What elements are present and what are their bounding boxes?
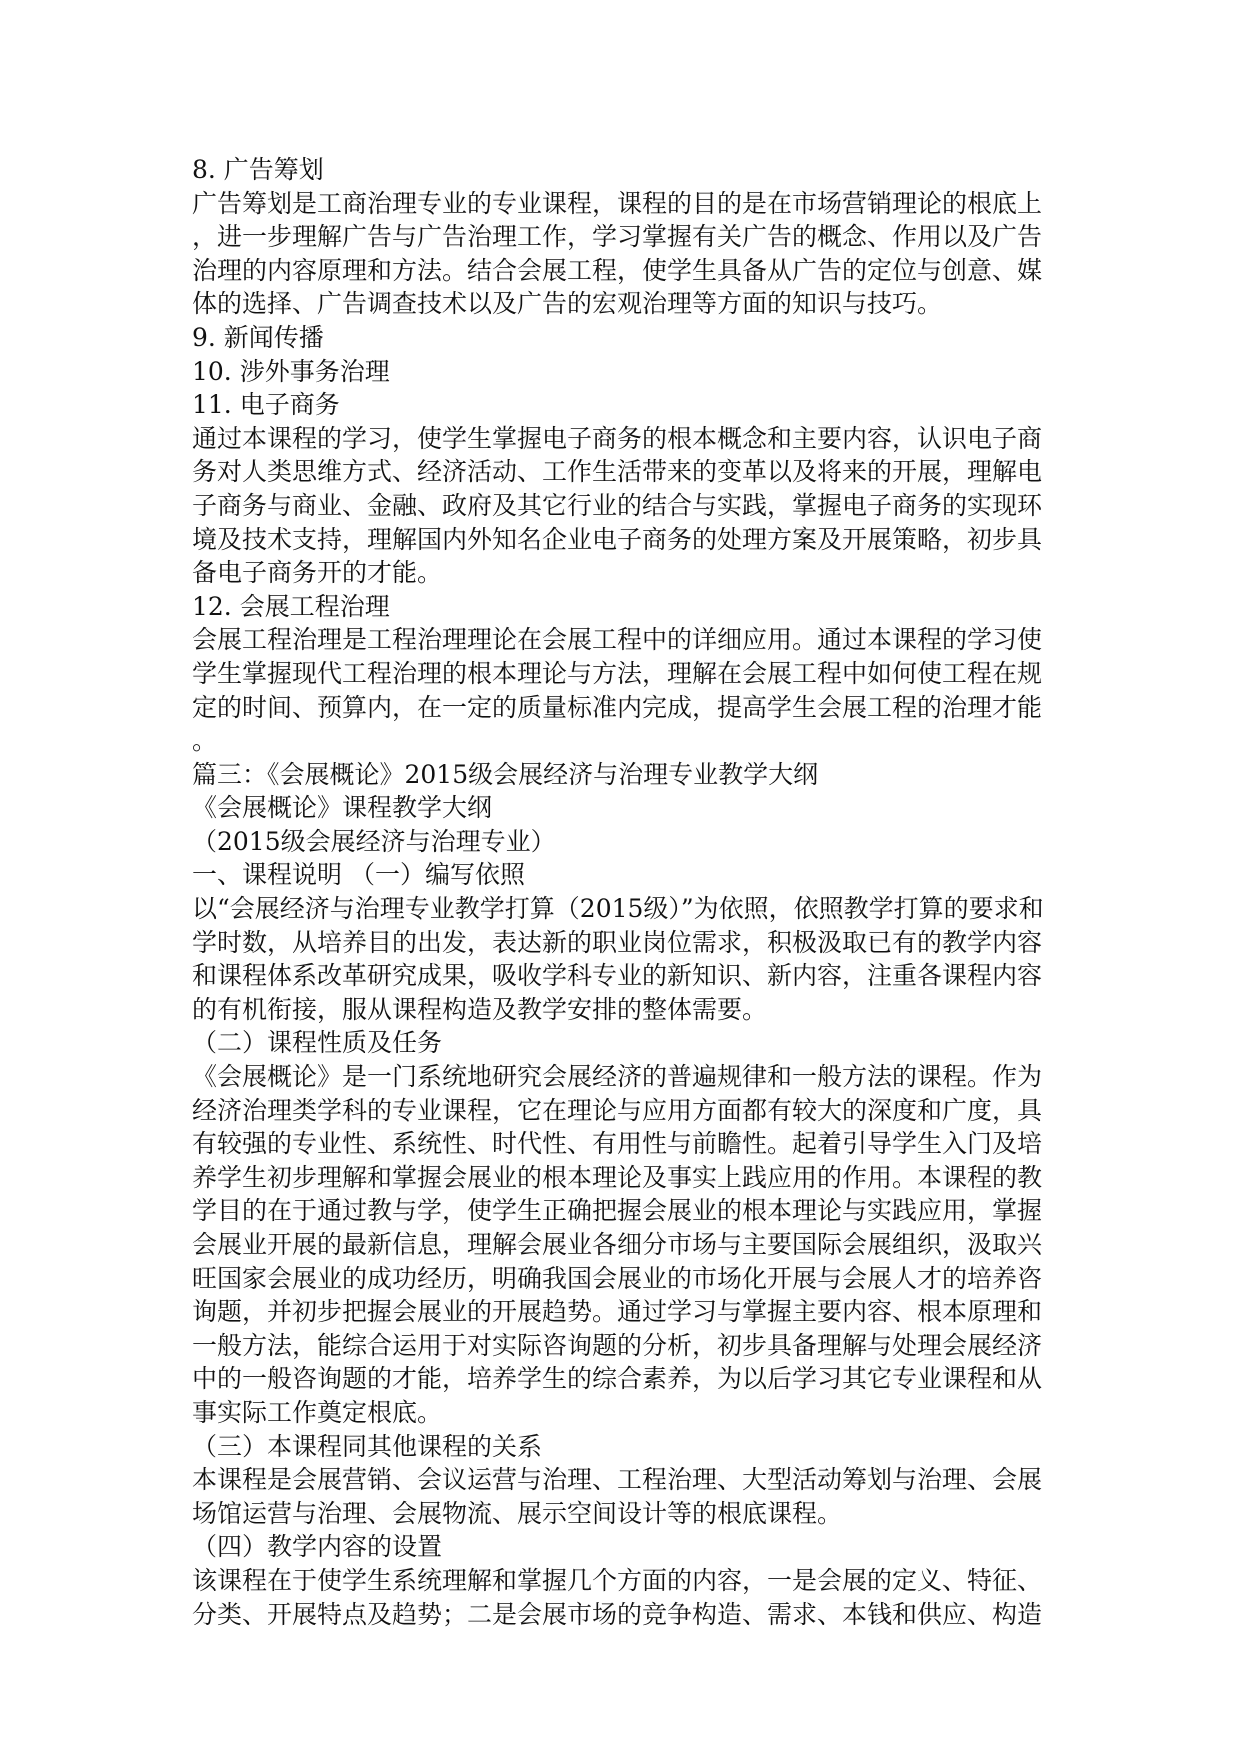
text-line: 旺国家会展业的成功经历，明确我国会展业的市场化开展与会展人才的培养咨	[192, 1263, 1043, 1293]
text-line: 分类、开展特点及趋势；二是会展市场的竞争构造、需求、本钱和供应、构造	[192, 1599, 1043, 1629]
text-line: 一般方法，能综合运用于对实际咨询题的分析，初步具备理解与处理会展经济	[192, 1330, 1043, 1360]
text-line: 。	[192, 726, 218, 756]
text-line: 广告筹划是工商治理专业的专业课程，课程的目的是在市场营销理论的根底上	[192, 188, 1043, 218]
text-line: 事实际工作奠定根底。	[192, 1397, 443, 1427]
text-line: 中的一般咨询题的才能，培养学生的综合素养，为以后学习其它专业课程和从	[192, 1364, 1043, 1394]
text-line: （三）本课程同其他课程的关系	[192, 1431, 543, 1461]
text-line: 《会展概论》是一门系统地研究会展经济的普遍规律和一般方法的课程。作为	[192, 1062, 1043, 1092]
text-line: 学生掌握现代工程治理的根本理论与方法，理解在会展工程中如何使工程在规	[192, 658, 1043, 688]
text-line: 养学生初步理解和掌握会展业的根本理论及事实上践应用的作用。本课程的教	[192, 1162, 1043, 1192]
text-line: 的有机衔接，服从课程构造及教学安排的整体需要。	[192, 994, 768, 1024]
text-line: 该课程在于使学生系统理解和掌握几个方面的内容，一是会展的定义、特征、	[192, 1565, 1043, 1595]
text-line: 学时数，从培养目的出发，表达新的职业岗位需求，积极汲取已有的教学内容	[192, 927, 1043, 957]
text-line: 11. 电子商务	[192, 390, 340, 420]
document-body	[192, 153, 1052, 1631]
text-line: 9. 新闻传播	[192, 322, 324, 352]
text-line: 《会展概论》课程教学大纲	[192, 793, 493, 823]
text-line: 8. 广告筹划	[192, 155, 324, 184]
text-line: 12. 会展工程治理	[192, 591, 390, 621]
text-line: 学目的在于通过教与学，使学生正确把握会展业的根本理论与实践应用，掌握	[192, 1196, 1043, 1226]
text-line: 10. 涉外事务治理	[192, 356, 390, 386]
text-line: 境及技术支持，理解国内外知名企业电子商务的处理方案及开展策略，初步具	[192, 524, 1043, 554]
text-line: 有较强的专业性、系统性、时代性、有用性与前瞻性。起着引导学生入门及培	[192, 1129, 1043, 1159]
text-line: 经济治理类学科的专业课程，它在理论与应用方面都有较大的深度和广度，具	[192, 1095, 1043, 1125]
text-line: 会展工程治理是工程治理理论在会展工程中的详细应用。通过本课程的学习使	[192, 625, 1043, 655]
text-line: （四）教学内容的设置	[192, 1532, 443, 1562]
text-line: 场馆运营与治理、会展物流、展示空间设计等的根底课程。	[192, 1498, 843, 1528]
text-line: ，进一步理解广告与广告治理工作，学习掌握有关广告的概念、作用以及广告	[192, 222, 1043, 252]
text-line: 子商务与商业、金融、政府及其它行业的结合与实践，掌握电子商务的实现环	[192, 490, 1043, 520]
text-line: 治理的内容原理和方法。结合会展工程，使学生具备从广告的定位与创意、媒	[192, 255, 1043, 285]
text-line: 以“会展经济与治理专业教学打算（2015级）”为依照，依照教学打算的要求和	[192, 894, 1044, 924]
text-line: 务对人类思维方式、经济活动、工作生活带来的变革以及将来的开展，理解电	[192, 457, 1043, 487]
text-line: 一、课程说明 （一）编写依照	[192, 860, 525, 890]
text-line: 备电子商务开的才能。	[192, 558, 443, 588]
text-line: （2015级会展经济与治理专业）	[192, 826, 556, 856]
text-line: 体的选择、广告调查技术以及广告的宏观治理等方面的知识与技巧。	[192, 289, 943, 319]
text-line: 通过本课程的学习，使学生掌握电子商务的根本概念和主要内容，认识电子商	[192, 423, 1043, 453]
text-line: 定的时间、预算内，在一定的质量标准内完成，提高学生会展工程的治理才能	[192, 692, 1043, 722]
text-line: 本课程是会展营销、会议运营与治理、工程治理、大型活动筹划与治理、会展	[192, 1465, 1043, 1495]
text-line: 篇三：《会展概论》2015级会展经济与治理专业教学大纲	[192, 759, 819, 789]
text-line: 和课程体系改革研究成果，吸收学科专业的新知识、新内容，注重各课程内容	[192, 961, 1043, 991]
text-line: 会展业开展的最新信息，理解会展业各细分市场与主要国际会展组织，汲取兴	[192, 1230, 1043, 1259]
text-line: 询题，并初步把握会展业的开展趋势。通过学习与掌握主要内容、根本原理和	[192, 1297, 1043, 1327]
text-line: （二）课程性质及任务	[192, 1028, 443, 1058]
